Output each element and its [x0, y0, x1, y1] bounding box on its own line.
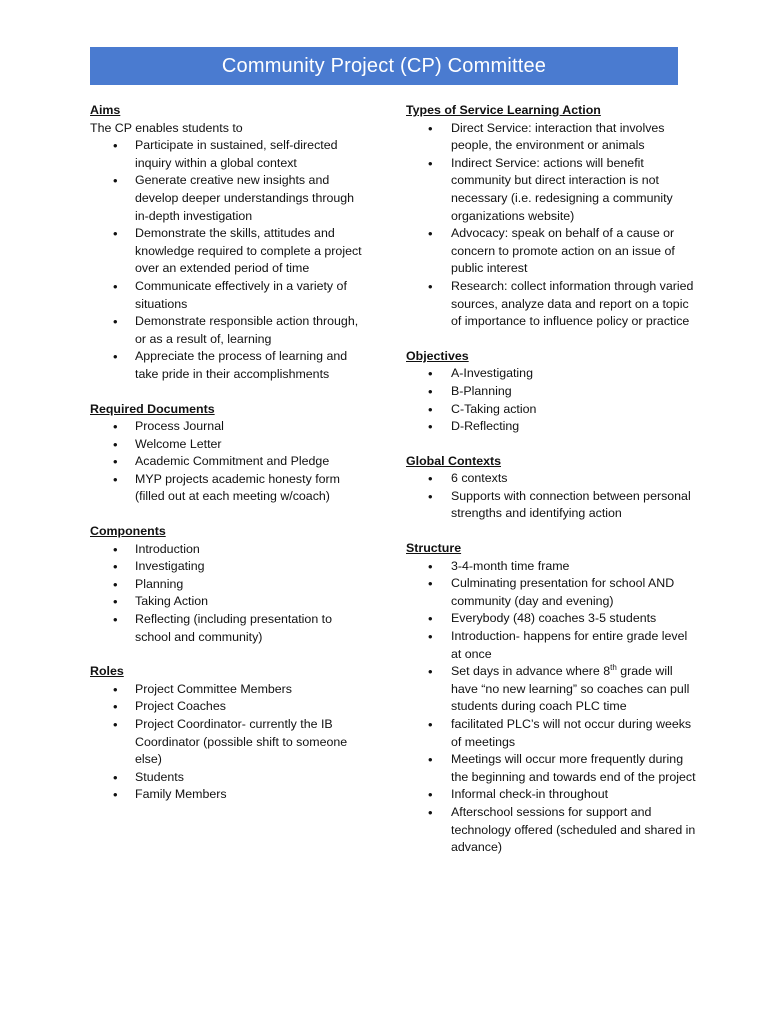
section-heading: Aims: [90, 103, 121, 117]
list-item: • Demonstrate responsible action through, or as a result of, learning: [90, 313, 370, 348]
list-item: • Generate creative new insights and develop deeper understandings through in-depth investigation: [90, 172, 370, 225]
list-item: • Process Journal: [90, 418, 370, 436]
list-item: • Reflecting (including presentation to school and community): [90, 611, 370, 646]
list-item: • 3-4-month time frame: [406, 558, 696, 576]
list-item: • Taking Action: [90, 593, 370, 611]
section-roles: [90, 663, 370, 804]
right-column: [406, 102, 696, 874]
list-item: • Meetings will occur more frequently during the beginning and towards end of the project: [406, 751, 696, 786]
list-item: • Indirect Service: actions will benefit community but direct interaction is not necessary (i.e. redesigning a community organizations website): [406, 155, 696, 225]
bullet-list: [90, 418, 370, 506]
list-item: • Everybody (48) coaches 3-5 students: [406, 610, 696, 628]
list-item: • Participate in sustained, self-directed inquiry within a global context: [90, 137, 370, 172]
list-item: • Culminating presentation for school AND community (day and evening): [406, 575, 696, 610]
list-item: • Afterschool sessions for support and technology offered (scheduled and shared in advance): [406, 804, 696, 857]
section-heading: Global Contexts: [406, 453, 502, 468]
list-item: • Students: [90, 769, 370, 787]
bullet-list: [406, 558, 696, 857]
list-item: • Supports with connection between personal strengths and identifying action: [406, 488, 696, 523]
list-item: • facilitated PLC’s will not occur during weeks of meetings: [406, 716, 696, 751]
list-item: • Communicate effectively in a variety of situations: [90, 278, 370, 313]
section-heading: Objectives: [406, 348, 469, 363]
section-heading: Required Documents: [90, 401, 215, 416]
list-item: [406, 663, 696, 716]
section-heading: Types of Service Learning Action: [406, 103, 601, 117]
bullet-list: [406, 120, 696, 331]
list-item: • D-Reflecting: [406, 418, 696, 436]
section-intro: The CP enables students to: [90, 120, 243, 135]
list-item: • Family Members: [90, 786, 370, 804]
list-item: • Project Committee Members: [90, 681, 370, 699]
section-global-contexts: [406, 453, 696, 523]
list-item: • Welcome Letter: [90, 436, 370, 454]
section-aims: [90, 102, 370, 384]
list-item: • Introduction: [90, 541, 370, 559]
list-item: • Appreciate the process of learning and take pride in their accomplishments: [90, 348, 370, 383]
page-title: Community Project (CP) Committee: [90, 47, 678, 85]
list-item: • B-Planning: [406, 383, 696, 401]
left-column: [90, 102, 370, 821]
list-item: • MYP projects academic honesty form (filled out at each meeting w/coach): [90, 471, 370, 506]
section-heading: Structure: [406, 541, 462, 556]
section-types-of-service-learning-action: [406, 102, 696, 331]
list-item: • Informal check-in throughout: [406, 786, 696, 804]
list-item-text: Set days in advance where 8: [451, 664, 611, 679]
section-components: [90, 523, 370, 646]
list-item: • Introduction- happens for entire grade level at once: [406, 628, 696, 663]
superscript: th: [610, 663, 617, 673]
bullet-list: [90, 541, 370, 647]
list-item: • Advocacy: speak on behalf of a cause or concern to promote action on an issue of public interest: [406, 225, 696, 278]
section-objectives: [406, 348, 696, 436]
list-item: • Direct Service: interaction that involves people, the environment or animals: [406, 120, 696, 155]
list-item: • Investigating: [90, 558, 370, 576]
list-item: • A-Investigating: [406, 365, 696, 383]
bullet-list: [406, 365, 696, 435]
list-item: • Project Coordinator- currently the IB Coordinator (possible shift to someone else): [90, 716, 370, 769]
list-item: • Project Coaches: [90, 698, 370, 716]
section-heading: Roles: [90, 664, 124, 679]
section-structure: [406, 540, 696, 857]
list-item: • Planning: [90, 576, 370, 594]
bullet-list: [90, 681, 370, 804]
section-heading: Components: [90, 524, 166, 539]
list-item-text: grade will have “no new learning” so coaches can pull students during coach PLC time: [451, 664, 690, 714]
list-item: • C-Taking action: [406, 401, 696, 419]
list-item: • Academic Commitment and Pledge: [90, 453, 370, 471]
section-required-documents: [90, 401, 370, 507]
bullet-list: [406, 470, 696, 523]
list-item: • Demonstrate the skills, attitudes and knowledge required to complete a project over an extended period of time: [90, 225, 370, 278]
list-item: • 6 contexts: [406, 470, 696, 488]
bullet-list: [90, 137, 370, 383]
list-item: • Research: collect information through varied sources, analyze data and report on a topic of importance to influence policy or practice: [406, 278, 696, 331]
